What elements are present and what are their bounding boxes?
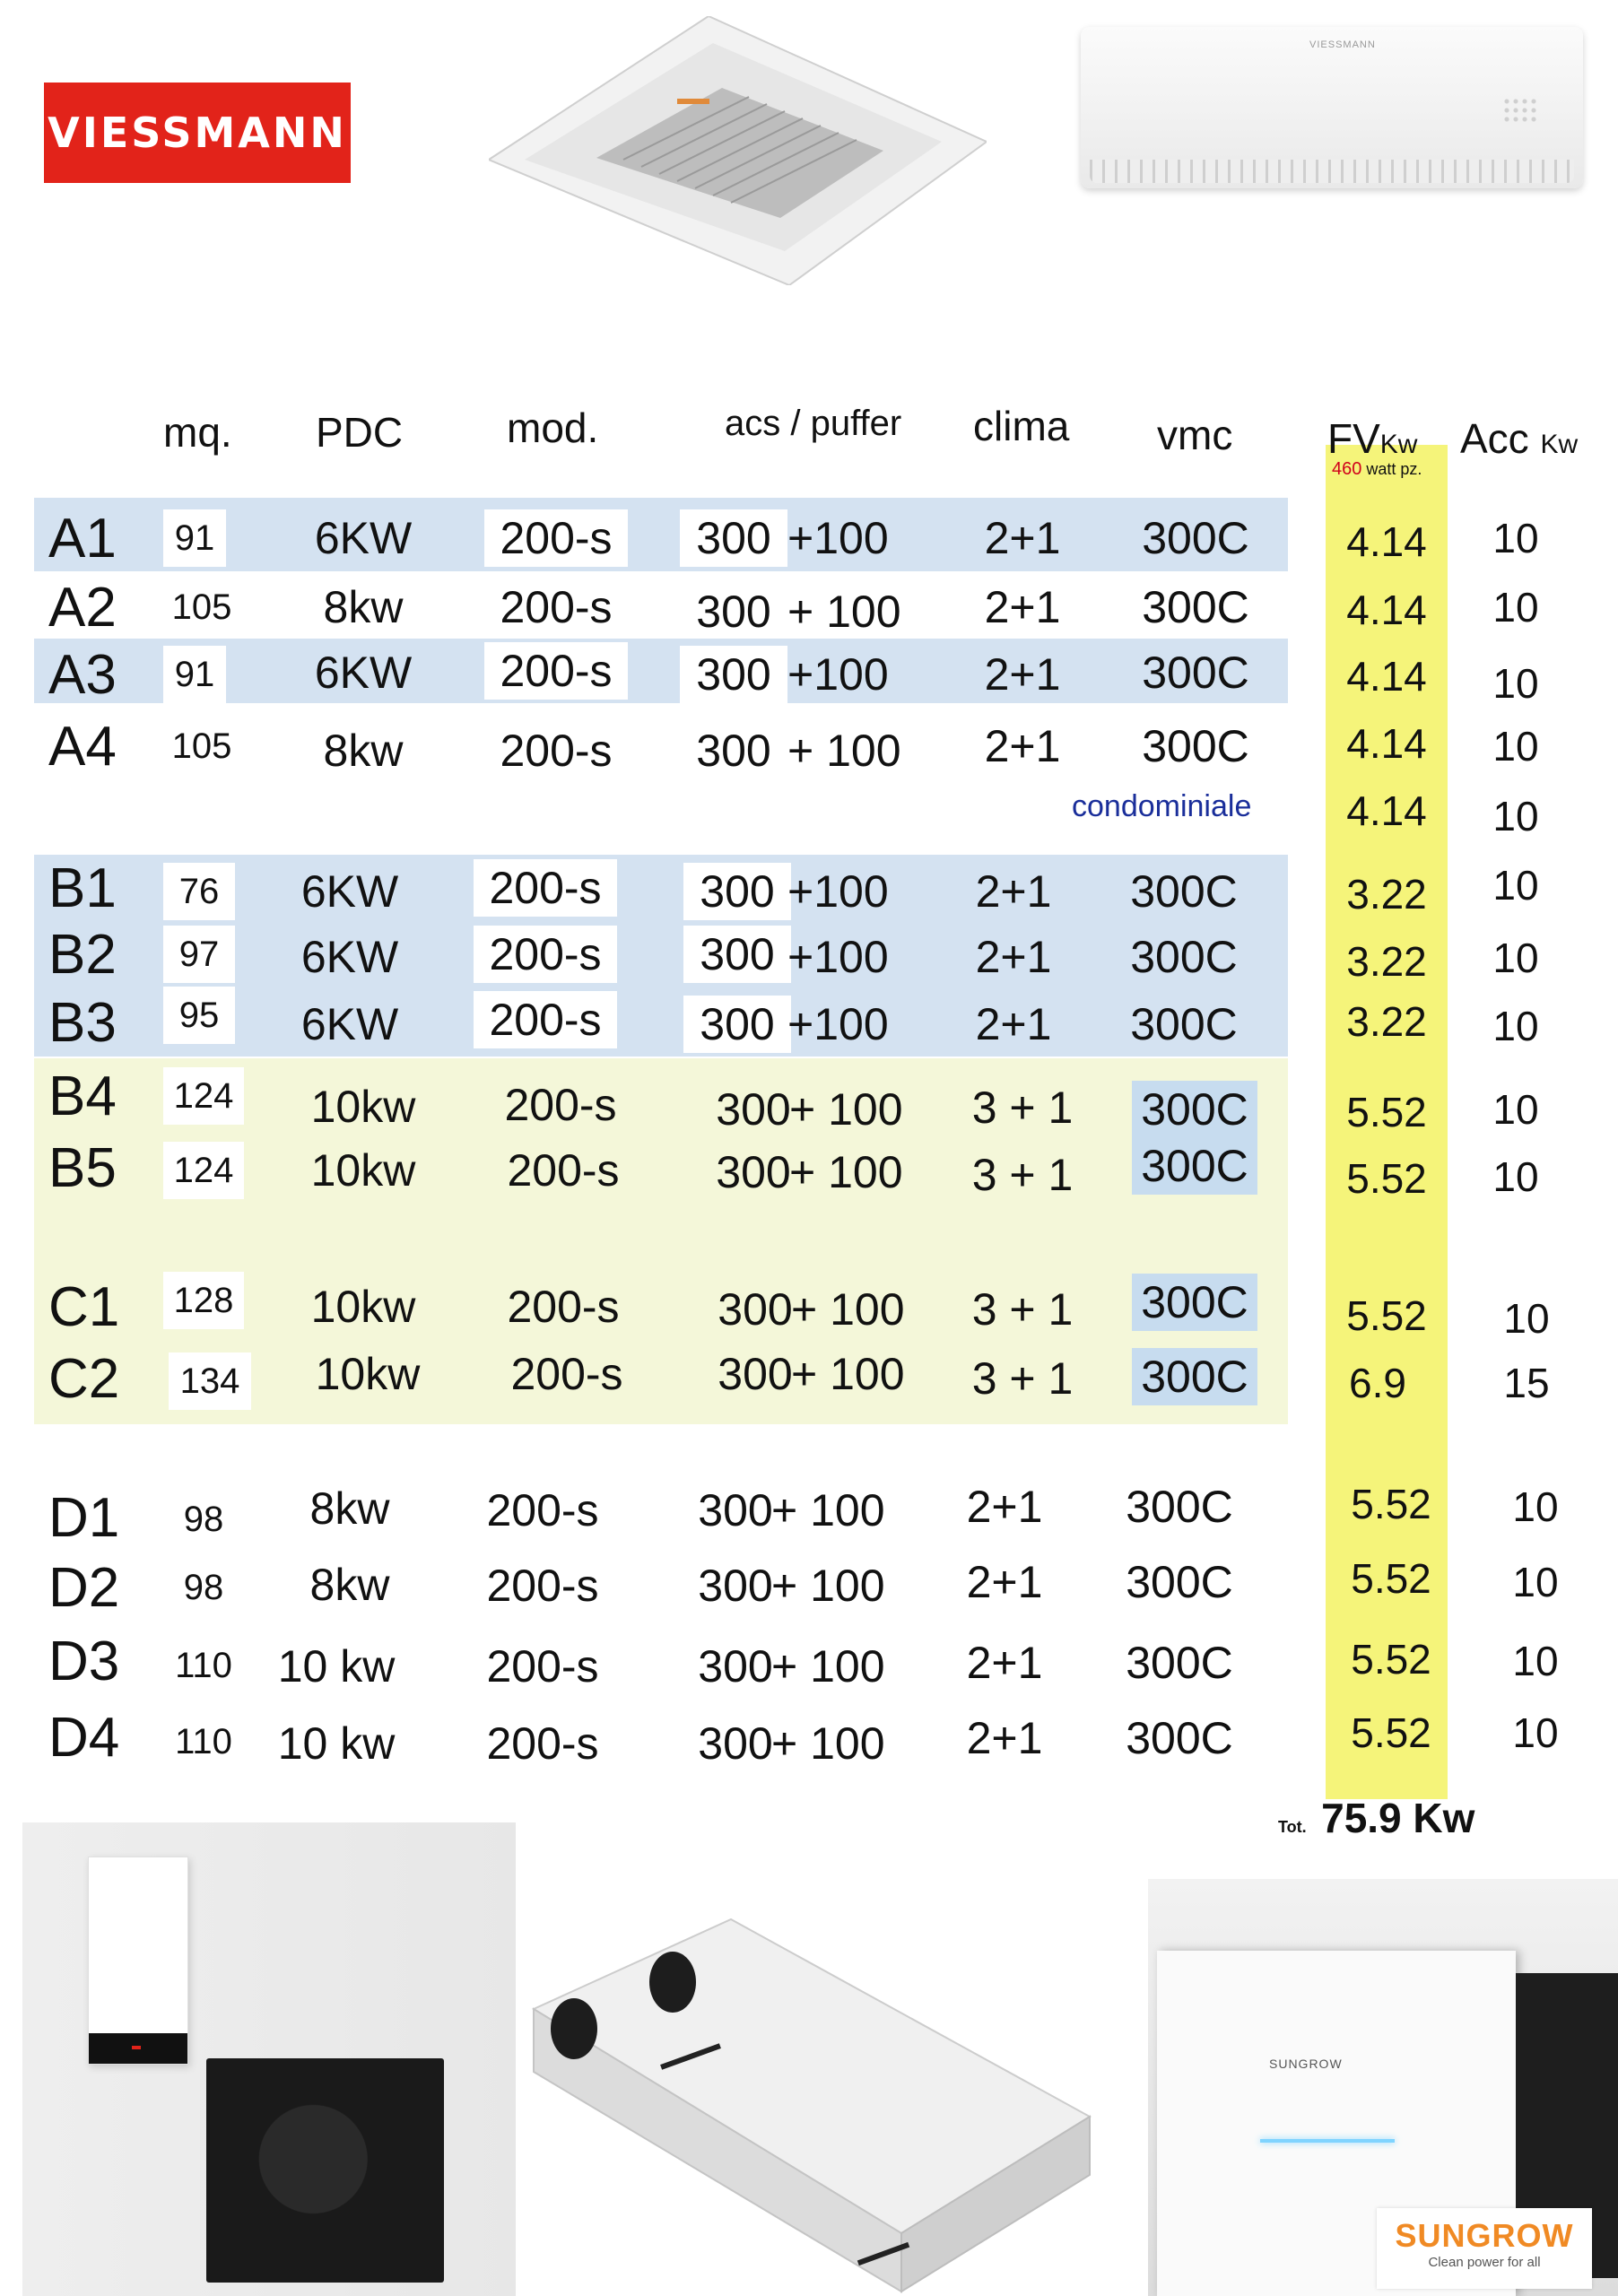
acc-value: 10: [1492, 515, 1539, 561]
clima-value: 2+1: [984, 582, 1061, 632]
split-ac-image: [1081, 27, 1583, 188]
fv-value: 3.22: [1346, 871, 1427, 918]
clima-value: 2+1: [984, 721, 1061, 771]
battery-led: [1260, 2139, 1395, 2143]
clima-value: 2+1: [984, 513, 1061, 563]
mod-value: 200-s: [510, 1349, 623, 1399]
vmc-value: 300C: [1130, 932, 1238, 982]
unit-id: D3: [48, 1630, 120, 1692]
acs-value: 300: [698, 1485, 773, 1535]
fv-value: 5.52: [1346, 1089, 1427, 1135]
header-acc-label: Acc: [1460, 415, 1529, 462]
acc-value: 10: [1492, 862, 1539, 909]
acc-value: 10: [1492, 793, 1539, 839]
pdc-value: 6KW: [314, 648, 413, 698]
vmc-value: 300C: [1126, 1482, 1233, 1532]
pdc-value: 10 kw: [277, 1641, 396, 1692]
split-brand: VIESSMANN: [1309, 39, 1376, 50]
pdc-value: 10kw: [310, 1145, 416, 1196]
acs-value: 300: [718, 1284, 793, 1335]
vmc-value: 300C: [1142, 513, 1249, 563]
clima-value: 2+1: [975, 999, 1052, 1049]
unit-id: A4: [48, 715, 117, 778]
fv-value: 4.14: [1346, 787, 1427, 834]
mod-value: 200-s: [486, 1485, 599, 1535]
pdc-value: 8kw: [323, 726, 404, 776]
clima-value: 2+1: [966, 1482, 1043, 1532]
pdc-value: 6KW: [300, 999, 399, 1049]
mod-value: 200-s: [486, 1718, 599, 1769]
clima-value: 3 + 1: [971, 1353, 1074, 1404]
cassette-ac-image: [489, 16, 987, 285]
mod-value: 200-s: [474, 926, 617, 983]
puffer-value: +100: [787, 513, 889, 563]
acc-value: 10: [1492, 723, 1539, 770]
acs-value: 300: [683, 863, 791, 920]
puffer-value: + 100: [771, 1485, 885, 1535]
header-mq: mq.: [163, 409, 232, 456]
mod-value: 200-s: [507, 1145, 620, 1196]
puffer-value: + 100: [771, 1561, 885, 1611]
acc-value: 10: [1512, 1638, 1559, 1684]
vmc-value: 300C: [1132, 1348, 1257, 1405]
pdc-value: 6KW: [300, 866, 399, 917]
sungrow-name: SUNGROW: [1395, 2217, 1574, 2254]
puffer-value: +100: [787, 649, 889, 700]
unit-id: D2: [48, 1556, 120, 1619]
acs-value: 300: [698, 1561, 773, 1611]
logo-text: VIESSMANN: [48, 109, 347, 157]
acs-value: 300: [716, 1084, 791, 1135]
mod-value: 200-s: [484, 509, 628, 567]
header-pdc: PDC: [316, 409, 404, 456]
mq-value: 105: [171, 587, 232, 627]
fv-value: 4.14: [1346, 587, 1427, 633]
pdc-value: 6KW: [300, 932, 399, 982]
acc-value: 10: [1492, 935, 1539, 981]
acc-value: 10: [1503, 1295, 1550, 1342]
pdc-value: 10kw: [315, 1349, 421, 1399]
fv-value: 4.14: [1346, 720, 1427, 767]
pdc-value: 10kw: [310, 1282, 416, 1332]
vmc-value: 300C: [1130, 866, 1238, 917]
acs-value: 300: [683, 996, 791, 1053]
header-fv-unit: Kw: [1379, 430, 1418, 459]
pdc-value: 10kw: [310, 1082, 416, 1132]
mq-value: 76: [163, 863, 235, 920]
acs-value: 300: [683, 926, 791, 983]
clima-value: 2+1: [984, 649, 1061, 700]
puffer-value: +100: [787, 866, 889, 917]
vmc-value: 300C: [1132, 1274, 1257, 1331]
acc-value: 10: [1492, 584, 1539, 631]
acs-value: 300: [696, 726, 771, 776]
total-value: 75.9 Kw: [1321, 1795, 1475, 1841]
fv-value: 6.9: [1349, 1360, 1406, 1406]
pdc-value: 8kw: [309, 1560, 390, 1610]
vmc-value: 300C: [1126, 1557, 1233, 1607]
puffer-value: +100: [787, 932, 889, 982]
header-mod: mod.: [507, 404, 599, 451]
mq-value: 110: [175, 1645, 232, 1685]
unit-id: C1: [48, 1275, 120, 1338]
sungrow-tagline: Clean power for all: [1428, 2255, 1541, 2270]
unit-id: D1: [48, 1486, 120, 1549]
clima-value: 2+1: [975, 932, 1052, 982]
clima-value: 2+1: [966, 1557, 1043, 1607]
fv-value: 5.52: [1351, 1636, 1431, 1683]
sungrow-logo: [1377, 2208, 1592, 2289]
header-acc-unit: Kw: [1540, 430, 1579, 459]
mod-value: 200-s: [474, 859, 617, 917]
puffer-value: +100: [787, 999, 889, 1049]
acs-value: 300: [698, 1641, 773, 1692]
header-acs: acs / puffer: [725, 404, 902, 443]
vmc-unit-image: [525, 1892, 1099, 2296]
pdc-value: 8kw: [323, 582, 404, 632]
unit-id: B3: [48, 991, 117, 1054]
unit-id: B2: [48, 923, 117, 986]
pdc-value: 6KW: [314, 513, 413, 563]
fv-note-unit: watt pz.: [1366, 460, 1422, 478]
mq-value: 91: [163, 646, 226, 703]
outdoor-unit-image: [206, 2058, 444, 2283]
mq-value: 110: [175, 1721, 232, 1761]
vmc-value: 300C: [1132, 1081, 1257, 1138]
indoor-unit-image: [88, 1857, 188, 2065]
fv-value: 3.22: [1346, 938, 1427, 985]
fv-value: 4.14: [1346, 518, 1427, 565]
vmc-value: 300C: [1142, 582, 1249, 632]
total-label: Tot.: [1278, 1818, 1307, 1836]
acs-value: 300: [716, 1147, 791, 1197]
mod-value: 200-s: [504, 1080, 617, 1130]
pdc-value: 8kw: [309, 1483, 390, 1534]
fv-value: 3.22: [1346, 998, 1427, 1045]
fv-value: 4.14: [1346, 653, 1427, 700]
mod-value: 200-s: [474, 991, 617, 1048]
mq-value: 98: [183, 1499, 224, 1539]
mq-value: 91: [163, 509, 226, 567]
acc-value: 10: [1492, 660, 1539, 707]
puffer-value: + 100: [789, 1084, 903, 1135]
fv-note-value: 460: [1332, 459, 1362, 479]
unit-id: A3: [48, 643, 117, 706]
mq-value: 97: [163, 926, 235, 983]
clima-value: 3 + 1: [971, 1150, 1074, 1200]
header-vmc: vmc: [1157, 412, 1233, 458]
clima-value: 3 + 1: [971, 1083, 1074, 1133]
mod-value: 200-s: [484, 642, 628, 700]
mod-value: 200-s: [500, 726, 613, 776]
mq-value: 124: [163, 1067, 244, 1125]
clima-value: 2+1: [966, 1638, 1043, 1688]
unit-id: A2: [48, 576, 117, 639]
mq-value: 128: [163, 1272, 244, 1329]
mq-value: 95: [163, 987, 235, 1044]
vmc-value: 300C: [1130, 999, 1238, 1049]
unit-id: B4: [48, 1065, 117, 1127]
header-clima: clima: [973, 403, 1070, 449]
vmc-value: 300C: [1142, 721, 1249, 771]
header-fv-label: FV: [1327, 415, 1380, 462]
mq-value: 134: [169, 1352, 251, 1410]
mq-value: 105: [171, 726, 232, 766]
puffer-value: + 100: [791, 1284, 905, 1335]
puffer-value: + 100: [791, 1349, 905, 1399]
mod-value: 200-s: [486, 1561, 599, 1611]
puffer-value: + 100: [787, 726, 901, 776]
condominiale-label: condominiale: [1072, 789, 1252, 823]
mod-value: 200-s: [507, 1282, 620, 1332]
mq-value: 124: [163, 1142, 244, 1199]
acs-value: 300: [698, 1718, 773, 1769]
fv-value: 5.52: [1351, 1555, 1431, 1602]
acs-value: 300: [680, 646, 787, 703]
battery-brand-label: SUNGROW: [1269, 2057, 1343, 2071]
unit-id: C2: [48, 1347, 120, 1410]
mod-value: 200-s: [486, 1641, 599, 1692]
acc-value: 10: [1492, 1003, 1539, 1049]
clima-value: 3 + 1: [971, 1284, 1074, 1335]
acs-value: 300: [718, 1349, 793, 1399]
fv-value: 5.52: [1351, 1481, 1431, 1527]
acs-value: 300: [680, 509, 787, 567]
fv-total: [1278, 1794, 1474, 1842]
clima-value: 2+1: [975, 866, 1052, 917]
acs-value: 300: [696, 587, 771, 637]
fv-value: 5.52: [1351, 1709, 1431, 1756]
vmc-value: 300C: [1126, 1638, 1233, 1688]
fv-value: 5.52: [1346, 1155, 1427, 1202]
unit-id: B5: [48, 1136, 117, 1199]
puffer-value: + 100: [771, 1641, 885, 1692]
clima-value: 2+1: [966, 1713, 1043, 1763]
acc-value: 10: [1512, 1483, 1559, 1530]
puffer-value: + 100: [787, 587, 901, 637]
acc-value: 10: [1512, 1709, 1559, 1756]
vmc-value: 300C: [1142, 648, 1249, 698]
acc-value: 10: [1512, 1559, 1559, 1605]
unit-id: B1: [48, 857, 117, 919]
viessmann-logo: [44, 83, 351, 183]
vmc-value: 300C: [1132, 1137, 1257, 1195]
puffer-value: + 100: [789, 1147, 903, 1197]
puffer-value: + 100: [771, 1718, 885, 1769]
unit-id: A1: [48, 507, 117, 570]
header-acc: [1460, 414, 1578, 463]
fv-value: 5.52: [1346, 1292, 1427, 1339]
acc-value: 15: [1503, 1360, 1550, 1406]
acc-value: 10: [1492, 1086, 1539, 1133]
unit-id: D4: [48, 1706, 120, 1769]
mq-value: 98: [183, 1567, 224, 1607]
vmc-value: 300C: [1126, 1713, 1233, 1763]
header-fv: [1327, 414, 1417, 463]
acc-value: 10: [1492, 1153, 1539, 1200]
pdc-value: 10 kw: [277, 1718, 396, 1769]
fv-panel-note: [1332, 459, 1422, 480]
mod-value: 200-s: [500, 582, 613, 632]
